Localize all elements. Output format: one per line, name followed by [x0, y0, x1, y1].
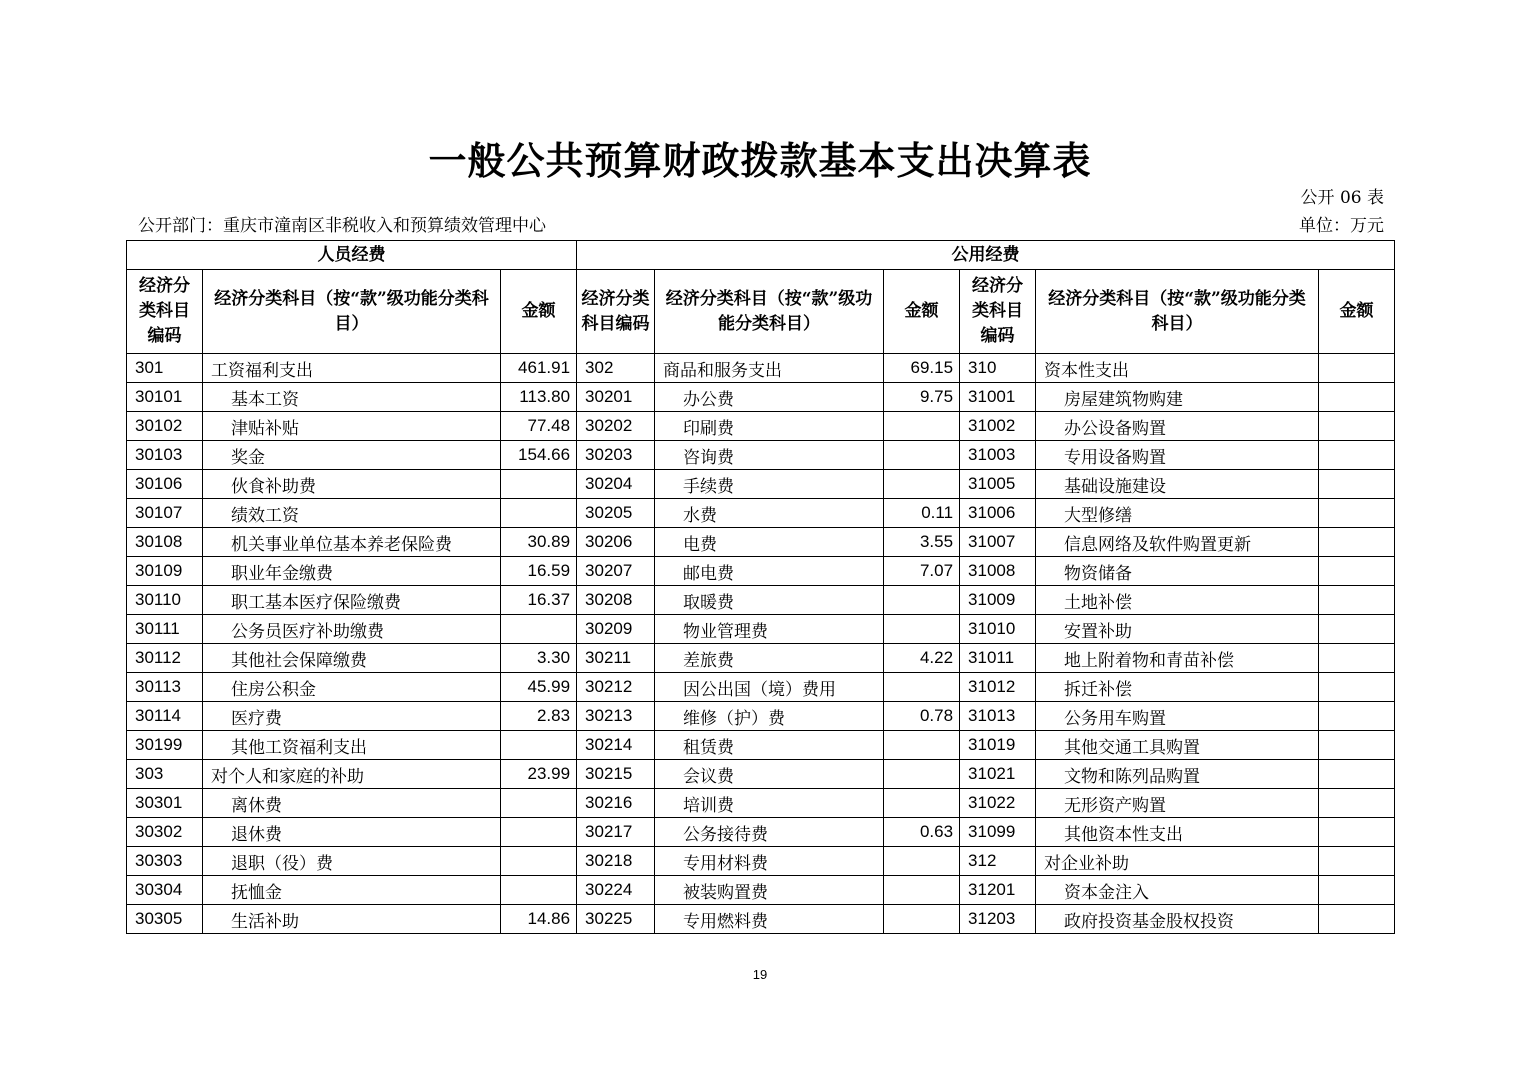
amount-cell [501, 847, 577, 876]
table-row [127, 354, 1395, 383]
department-label: 公开部门：重庆市潼南区非税收入和预算绩效管理中心 [138, 216, 546, 236]
amount-cell [501, 731, 577, 760]
amount-cell [1319, 702, 1395, 731]
economic-name-cell: 资本金注入 [1036, 876, 1319, 905]
economic-name-cell: 职业年金缴费 [203, 557, 501, 586]
economic-code-cell: 30203 [577, 441, 655, 470]
amount-cell [884, 760, 960, 789]
economic-code-cell: 31022 [960, 789, 1036, 818]
amount-cell [1319, 586, 1395, 615]
economic-name-cell: 租赁费 [655, 731, 884, 760]
amount-cell [1319, 412, 1395, 441]
amount-cell [501, 470, 577, 499]
economic-name-cell: 退休费 [203, 818, 501, 847]
economic-code-cell: 30225 [577, 905, 655, 934]
economic-code-cell: 301 [127, 354, 203, 383]
economic-name-cell: 公务接待费 [655, 818, 884, 847]
economic-code-cell: 30101 [127, 383, 203, 412]
amount-cell [884, 412, 960, 441]
economic-name-cell: 大型修缮 [1036, 499, 1319, 528]
economic-name-cell: 绩效工资 [203, 499, 501, 528]
economic-code-cell: 31010 [960, 615, 1036, 644]
economic-code-cell: 30111 [127, 615, 203, 644]
amount-cell [884, 586, 960, 615]
economic-name-cell: 公务员医疗补助缴费 [203, 615, 501, 644]
economic-name-cell: 其他资本性支出 [1036, 818, 1319, 847]
economic-code-cell: 30304 [127, 876, 203, 905]
table-row [127, 557, 1395, 586]
table-row [127, 441, 1395, 470]
amount-cell: 154.66 [501, 441, 577, 470]
economic-name-cell: 职工基本医疗保险缴费 [203, 586, 501, 615]
economic-name-cell: 住房公积金 [203, 673, 501, 702]
amount-cell [1319, 354, 1395, 383]
page-number: 19 [752, 967, 768, 982]
column-header-name: 经济分类科目（按“款”级功能分类科目） [1036, 270, 1319, 354]
economic-code-cell: 31006 [960, 499, 1036, 528]
economic-code-cell: 31003 [960, 441, 1036, 470]
economic-name-cell: 其他社会保障缴费 [203, 644, 501, 673]
amount-cell: 0.78 [884, 702, 960, 731]
economic-name-cell: 差旅费 [655, 644, 884, 673]
amount-cell [884, 673, 960, 702]
economic-name-cell: 离休费 [203, 789, 501, 818]
amount-cell [1319, 383, 1395, 412]
economic-code-cell: 30214 [577, 731, 655, 760]
economic-name-cell: 物业管理费 [655, 615, 884, 644]
economic-name-cell: 电费 [655, 528, 884, 557]
economic-code-cell: 30204 [577, 470, 655, 499]
amount-cell: 0.11 [884, 499, 960, 528]
column-header-amount: 金额 [1319, 270, 1395, 354]
table-row [127, 528, 1395, 557]
economic-code-cell: 302 [577, 354, 655, 383]
economic-name-cell: 政府投资基金股权投资 [1036, 905, 1319, 934]
form-number: 公开 06 表 [1300, 188, 1384, 208]
amount-cell: 16.59 [501, 557, 577, 586]
economic-code-cell: 30208 [577, 586, 655, 615]
amount-cell [501, 789, 577, 818]
table-row [127, 731, 1395, 760]
economic-code-cell: 30199 [127, 731, 203, 760]
economic-name-cell: 办公设备购置 [1036, 412, 1319, 441]
amount-cell [1319, 789, 1395, 818]
table-row [127, 760, 1395, 789]
amount-cell: 461.91 [501, 354, 577, 383]
economic-name-cell: 信息网络及软件购置更新 [1036, 528, 1319, 557]
economic-code-cell: 30305 [127, 905, 203, 934]
amount-cell: 77.48 [501, 412, 577, 441]
economic-code-cell: 30102 [127, 412, 203, 441]
economic-name-cell: 其他工资福利支出 [203, 731, 501, 760]
amount-cell: 2.83 [501, 702, 577, 731]
economic-name-cell: 安置补助 [1036, 615, 1319, 644]
economic-name-cell: 生活补助 [203, 905, 501, 934]
amount-cell [1319, 818, 1395, 847]
economic-code-cell: 30108 [127, 528, 203, 557]
table-row [127, 470, 1395, 499]
economic-name-cell: 专用燃料费 [655, 905, 884, 934]
table-row [127, 383, 1395, 412]
table-row [127, 876, 1395, 905]
economic-code-cell: 310 [960, 354, 1036, 383]
economic-code-cell: 31011 [960, 644, 1036, 673]
amount-cell [501, 615, 577, 644]
economic-name-cell: 物资储备 [1036, 557, 1319, 586]
economic-code-cell: 30211 [577, 644, 655, 673]
table-row [127, 615, 1395, 644]
amount-cell: 9.75 [884, 383, 960, 412]
table-row [127, 789, 1395, 818]
economic-code-cell: 30213 [577, 702, 655, 731]
economic-name-cell: 维修（护）费 [655, 702, 884, 731]
column-header-code: 经济分类科目编码 [127, 270, 203, 354]
economic-name-cell: 拆迁补偿 [1036, 673, 1319, 702]
economic-name-cell: 退职（役）费 [203, 847, 501, 876]
economic-code-cell: 30114 [127, 702, 203, 731]
economic-name-cell: 对个人和家庭的补助 [203, 760, 501, 789]
economic-code-cell: 31007 [960, 528, 1036, 557]
amount-cell: 4.22 [884, 644, 960, 673]
column-header-name: 经济分类科目（按“款”级功能分类科目） [203, 270, 501, 354]
amount-cell [1319, 615, 1395, 644]
amount-cell: 16.37 [501, 586, 577, 615]
amount-cell: 30.89 [501, 528, 577, 557]
economic-name-cell: 基本工资 [203, 383, 501, 412]
economic-name-cell: 商品和服务支出 [655, 354, 884, 383]
amount-cell [1319, 673, 1395, 702]
column-header-amount: 金额 [501, 270, 577, 354]
amount-cell [501, 499, 577, 528]
table-row [127, 412, 1395, 441]
economic-code-cell: 31019 [960, 731, 1036, 760]
economic-code-cell: 31008 [960, 557, 1036, 586]
economic-name-cell: 机关事业单位基本养老保险费 [203, 528, 501, 557]
economic-name-cell: 手续费 [655, 470, 884, 499]
economic-name-cell: 专用材料费 [655, 847, 884, 876]
economic-code-cell: 30113 [127, 673, 203, 702]
economic-code-cell: 312 [960, 847, 1036, 876]
economic-name-cell: 咨询费 [655, 441, 884, 470]
economic-code-cell: 30205 [577, 499, 655, 528]
amount-cell [1319, 760, 1395, 789]
amount-cell [884, 905, 960, 934]
amount-cell [1319, 557, 1395, 586]
economic-name-cell: 因公出国（境）费用 [655, 673, 884, 702]
economic-name-cell: 被装购置费 [655, 876, 884, 905]
amount-cell: 23.99 [501, 760, 577, 789]
economic-name-cell: 文物和陈列品购置 [1036, 760, 1319, 789]
economic-name-cell: 抚恤金 [203, 876, 501, 905]
economic-code-cell: 303 [127, 760, 203, 789]
economic-code-cell: 30301 [127, 789, 203, 818]
column-header-name: 经济分类科目（按“款”级功能分类科目） [655, 270, 884, 354]
amount-cell [1319, 876, 1395, 905]
amount-cell: 45.99 [501, 673, 577, 702]
table-row [127, 499, 1395, 528]
table-row [127, 847, 1395, 876]
economic-code-cell: 31001 [960, 383, 1036, 412]
economic-name-cell: 专用设备购置 [1036, 441, 1319, 470]
unit-label: 单位：万元 [1299, 216, 1384, 236]
economic-code-cell: 31203 [960, 905, 1036, 934]
table-row [127, 673, 1395, 702]
economic-code-cell: 31013 [960, 702, 1036, 731]
economic-name-cell: 奖金 [203, 441, 501, 470]
economic-name-cell: 印刷费 [655, 412, 884, 441]
amount-cell: 3.55 [884, 528, 960, 557]
economic-name-cell: 医疗费 [203, 702, 501, 731]
economic-name-cell: 津贴补贴 [203, 412, 501, 441]
economic-code-cell: 31005 [960, 470, 1036, 499]
amount-cell [1319, 470, 1395, 499]
economic-code-cell: 30109 [127, 557, 203, 586]
economic-name-cell: 邮电费 [655, 557, 884, 586]
amount-cell: 3.30 [501, 644, 577, 673]
economic-name-cell: 无形资产购置 [1036, 789, 1319, 818]
table-row [127, 702, 1395, 731]
amount-cell [1319, 731, 1395, 760]
amount-cell [501, 876, 577, 905]
economic-code-cell: 30207 [577, 557, 655, 586]
column-header-code: 经济分类科目编码 [577, 270, 655, 354]
economic-code-cell: 30215 [577, 760, 655, 789]
group-header-public: 公用经费 [577, 241, 1395, 270]
table-row [127, 818, 1395, 847]
economic-name-cell: 培训费 [655, 789, 884, 818]
page-title: 一般公共预算财政拨款基本支出决算表 [428, 138, 1092, 183]
economic-code-cell: 31012 [960, 673, 1036, 702]
economic-name-cell: 地上附着物和青苗补偿 [1036, 644, 1319, 673]
economic-name-cell: 公务用车购置 [1036, 702, 1319, 731]
amount-cell [884, 441, 960, 470]
amount-cell: 69.15 [884, 354, 960, 383]
amount-cell [1319, 528, 1395, 557]
amount-cell [884, 731, 960, 760]
economic-code-cell: 30202 [577, 412, 655, 441]
economic-code-cell: 30224 [577, 876, 655, 905]
economic-code-cell: 30303 [127, 847, 203, 876]
amount-cell: 0.63 [884, 818, 960, 847]
economic-code-cell: 30217 [577, 818, 655, 847]
amount-cell [884, 847, 960, 876]
economic-name-cell: 取暖费 [655, 586, 884, 615]
amount-cell: 113.80 [501, 383, 577, 412]
amount-cell [1319, 905, 1395, 934]
economic-name-cell: 对企业补助 [1036, 847, 1319, 876]
table-body [127, 354, 1395, 934]
economic-code-cell: 31002 [960, 412, 1036, 441]
column-header-code: 经济分类科目编码 [960, 270, 1036, 354]
economic-name-cell: 办公费 [655, 383, 884, 412]
amount-cell [884, 470, 960, 499]
amount-cell [884, 876, 960, 905]
amount-cell [1319, 644, 1395, 673]
economic-name-cell: 伙食补助费 [203, 470, 501, 499]
economic-code-cell: 31201 [960, 876, 1036, 905]
economic-code-cell: 31009 [960, 586, 1036, 615]
economic-code-cell: 31021 [960, 760, 1036, 789]
economic-code-cell: 30112 [127, 644, 203, 673]
economic-code-cell: 30107 [127, 499, 203, 528]
amount-cell [884, 789, 960, 818]
table-row [127, 586, 1395, 615]
economic-name-cell: 会议费 [655, 760, 884, 789]
economic-name-cell: 工资福利支出 [203, 354, 501, 383]
economic-code-cell: 30103 [127, 441, 203, 470]
amount-cell [501, 818, 577, 847]
economic-name-cell: 房屋建筑物购建 [1036, 383, 1319, 412]
table-row [127, 644, 1395, 673]
column-header-amount: 金额 [884, 270, 960, 354]
expenditure-table [126, 240, 1395, 934]
economic-name-cell: 基础设施建设 [1036, 470, 1319, 499]
economic-name-cell: 土地补偿 [1036, 586, 1319, 615]
economic-code-cell: 30106 [127, 470, 203, 499]
economic-name-cell: 水费 [655, 499, 884, 528]
amount-cell: 7.07 [884, 557, 960, 586]
economic-code-cell: 30302 [127, 818, 203, 847]
amount-cell [1319, 441, 1395, 470]
economic-code-cell: 30201 [577, 383, 655, 412]
group-header-personnel: 人员经费 [127, 241, 577, 270]
economic-code-cell: 30209 [577, 615, 655, 644]
economic-code-cell: 30216 [577, 789, 655, 818]
economic-code-cell: 30110 [127, 586, 203, 615]
amount-cell [1319, 499, 1395, 528]
economic-code-cell: 30212 [577, 673, 655, 702]
economic-name-cell: 其他交通工具购置 [1036, 731, 1319, 760]
amount-cell [1319, 847, 1395, 876]
amount-cell: 14.86 [501, 905, 577, 934]
amount-cell [884, 615, 960, 644]
economic-name-cell: 资本性支出 [1036, 354, 1319, 383]
table-row [127, 905, 1395, 934]
economic-code-cell: 30218 [577, 847, 655, 876]
economic-code-cell: 30206 [577, 528, 655, 557]
economic-code-cell: 31099 [960, 818, 1036, 847]
